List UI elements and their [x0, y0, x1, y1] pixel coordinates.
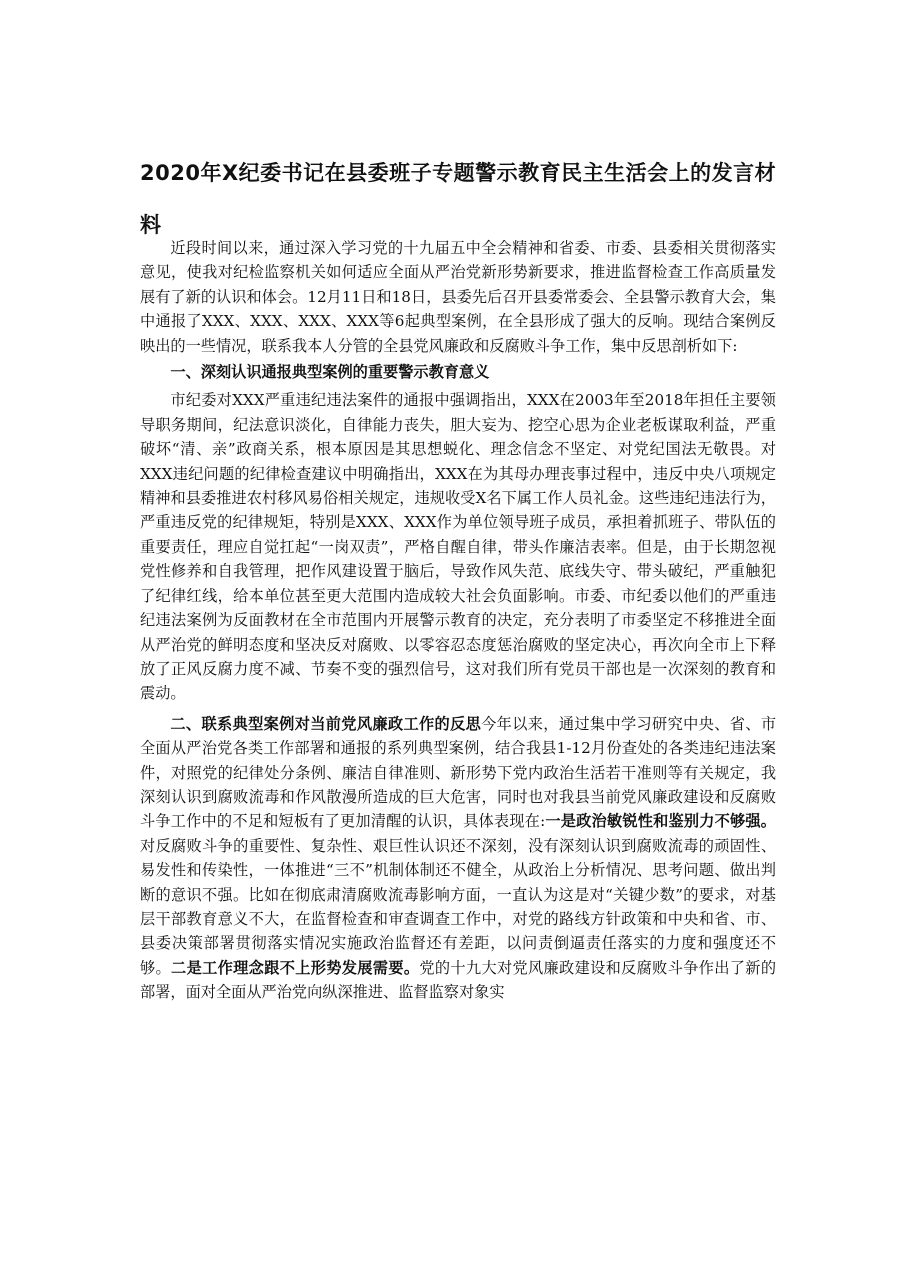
- section-1-heading: 一、深刻认识通报典型案例的重要警示教育意义: [170, 363, 490, 382]
- intro-paragraph: 近段时间以来，通过深入学习党的十九届五中全会精神和省委、市委、县委相关贯彻落实意见，使我对纪检监察机关如何适应全面从严治党新形势新要求，推进监督检查工作高质量发展有了新的认识和体会。12月11日和18日，县委先后召开县委常委会、全县警示教育大会，集中通报了XXX、XXX、XXX、XXX等6起典型案例，在全县形成了强大的反响。现结合案例反映出的一些情况，联系我本人分管的全县党风廉政和反腐败斗争工作，集中反思剖析如下:: [140, 239, 776, 355]
- point-2-heading: 二是工作理念跟不上形势发展需要。: [171, 958, 420, 977]
- document-body: [140, 236, 776, 1005]
- section-2-paragraph: [140, 712, 776, 1005]
- document-title: 2020年X纪委书记在县委班子专题警示教育民主生活会上的发言材料: [140, 161, 777, 237]
- section-2-heading: 二、联系典型案例对当前党风廉政工作的反思: [170, 714, 482, 733]
- point-1-heading: 一是政治敏锐性和鉴别力不够强。: [545, 812, 776, 831]
- section-1-paragraph: 市纪委对XXX严重违纪违法案件的通报中强调指出，XXX在2003年至2018年担任主要领导职务期间，纪法意识淡化，自律能力丧失，胆大妄为、挖空心思为企业老板谋取利益，严重破坏“清、亲”政商关系，根本原因是其思想蜕化、理念信念不坚定、对党纪国法无敬畏。对XXX违纪问题的纪律检查建议中明确指出，XXX在为其母办理丧事过程中，违反中央八项规定精神和县委推进农村移风易俗相关规定，违规收受X名下属工作人员礼金。这些违纪违法行为，严重违反党的纪律规矩，特别是XXX、XXX作为单位领导班子成员，承担着抓班子、带队伍的重要责任，理应自觉扛起“一岗双责”，严格自醒自律，带头作廉洁表率。但是，由于长期忽视党性修养和自我管理，把作风建设置于脑后，导致作风失范、底线失守、带头破纪，严重触犯了纪律红线，给本单位甚至更大范围内造成较大社会负面影响。市委、市纪委以他们的严重违纪违法案例为反面教材在全市范围内开展警示教育的决定，充分表明了市委坚定不移推进全面从严治党的鲜明态度和坚决反对腐败、以零容忍态度惩治腐败的坚定决心，再次向全市上下释放了正风反腐力度不减、节奏不变的强烈信号，这对我们所有党员干部也是一次深刻的教育和震动。: [140, 391, 776, 703]
- section-2-text-a: 今年以来，通过集中学习研究中央、省、市全面从严治党各类工作部署和通报的系列典型案例，结合我县1-12月份查处的各类违纪违法案件，对照党的纪律处分条例、廉洁自律准则、新形势下党内政治生活若干准则等有关规定，我深刻认识到腐败流毒和作风散漫所造成的巨大危害，同时也对我县当前党风廉政建设和反腐败斗争工作中的不足和短板有了更加清醒的认识，具体表现在:: [140, 714, 777, 831]
- section-2-text-c: 党的十九大对党风廉政建设和反腐败斗争作出了新的部署，面对全面从严治党向纵深推进、监督监察对象实: [140, 958, 777, 1002]
- section-2-text-b: 对反腐败斗争的重要性、复杂性、艰巨性认识还不深刻，没有深刻认识到腐败流毒的顽固性、易发性和传染性，一体推进“三不”机制体制还不健全，从政治上分析情况、思考问题、做出判断的意识不强。比如在彻底肃清腐败流毒影响方面，一直认为这是对“关键少数”的要求，对基层干部教育意义不大，在监督检查和审查调查工作中，对党的路线方针政策和中央和省、市、县委决策部署贯彻落实情况实施政治监督还有差距，以问责倒逼责任落实的力度和强度还不够。: [140, 836, 776, 977]
